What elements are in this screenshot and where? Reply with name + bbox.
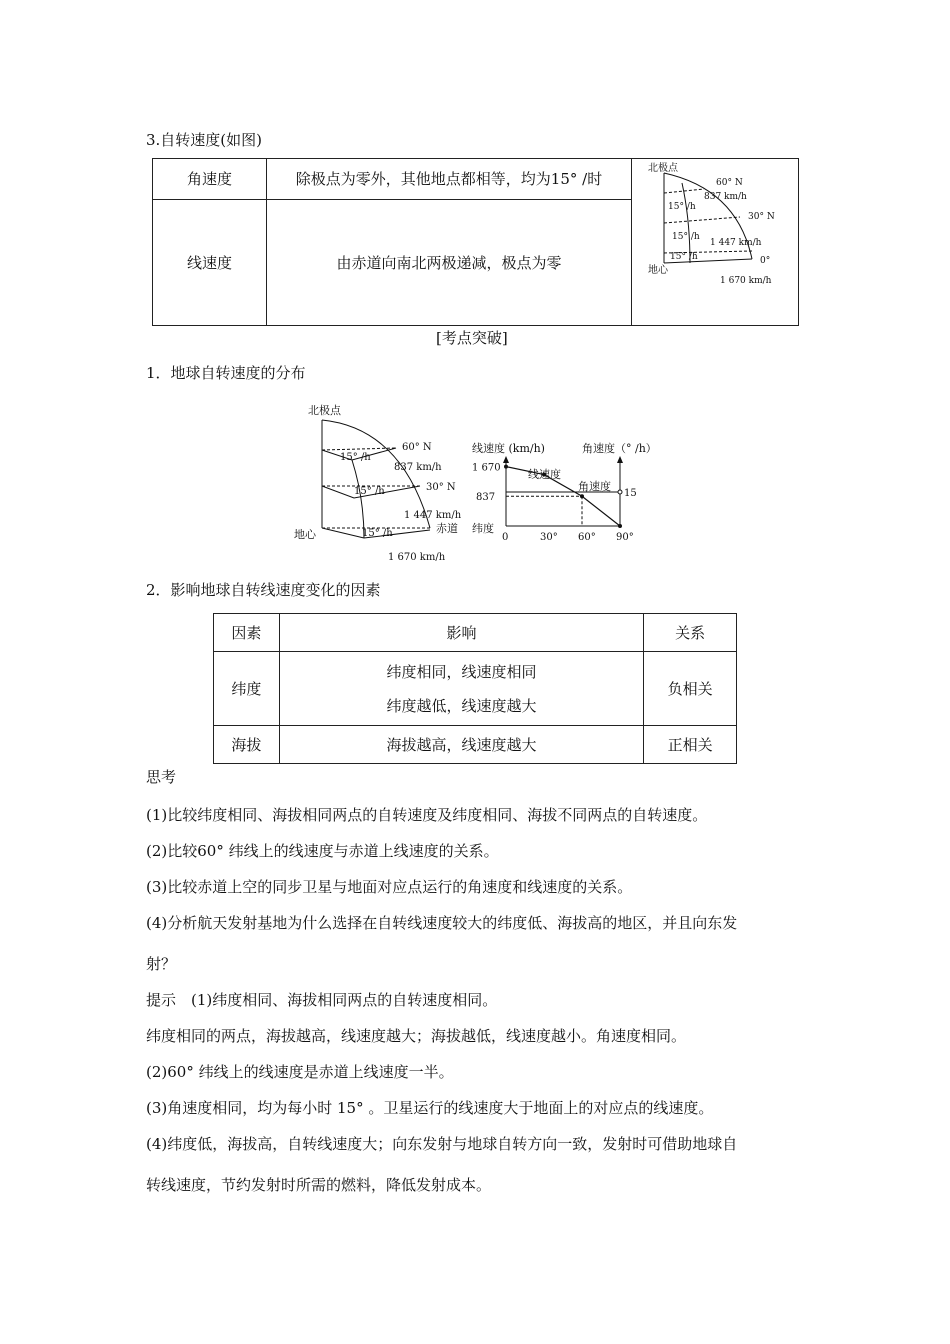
fig-angular-1: 15° /h — [668, 202, 696, 212]
hint-3: (3)角速度相同，均为每小时 15° 。卫星运行的线速度大于地面上的对应点的线速度。 — [146, 1099, 714, 1117]
header-relation: 关系 — [644, 614, 737, 652]
section-3-heading: 3.自转速度(如图) — [146, 131, 263, 149]
y-tick-label-1670: 1 670 — [472, 462, 501, 474]
angular-speed-label: 角速度 — [153, 159, 267, 200]
angular-speed-label: 角速度 — [578, 480, 611, 493]
relation-altitude: 正相关 — [644, 726, 737, 764]
factor-latitude: 纬度 — [214, 652, 280, 726]
hint-4-line-1: (4)纬度低，海拔高，自转线速度大；向东发射与地球自转方向一致，发射时可借助地球自 — [146, 1135, 738, 1153]
part-2-heading: 2．影响地球自转线速度变化的因素 — [146, 581, 381, 599]
question-4-line-2: 射？ — [146, 955, 177, 973]
question-4-line-1: (4)分析航天发射基地为什么选择在自转线速度较大的纬度低、海拔高的地区，并且向东发 — [146, 914, 738, 932]
effect-latitude-line-1: 纬度相同，线速度相同 — [386, 662, 537, 681]
y-tick-label-837: 837 — [476, 492, 496, 504]
y-right-tick-label-15: 15 — [624, 488, 637, 499]
diagram-center: 地心 — [294, 528, 316, 541]
fig-lat-30: 30° N — [748, 212, 775, 222]
breakthrough-title: [考点突破] — [436, 329, 508, 347]
linear-speed-point — [504, 465, 508, 469]
angular-speed-point — [618, 490, 622, 494]
question-2: (2)比较60° 纬线上的线速度与赤道上线速度的关系。 — [146, 842, 499, 860]
linear-speed-label: 线速度 — [528, 468, 561, 481]
chart-x-label: 纬度 — [472, 522, 494, 535]
thinking-title: 思考 — [146, 768, 177, 786]
hint-1-detail: 纬度相同的两点，海拔越高，线速度越大；海拔越低，线速度越小。角速度相同。 — [146, 1027, 687, 1045]
diagram-lat-30: 30° N — [426, 482, 456, 493]
rotation-quarter-sphere — [292, 398, 472, 568]
factor-altitude: 海拔 — [214, 726, 280, 764]
part-1-heading: 1．地球自转速度的分布 — [146, 364, 306, 382]
fig-angular-3: 15° /h — [670, 252, 698, 262]
effect-latitude — [279, 652, 644, 726]
fig-speed-60: 837 km/h — [704, 192, 747, 202]
question-1: (1)比较纬度相同、海拔相同两点的自转速度及纬度相同、海拔不同两点的自转速度。 — [146, 806, 708, 824]
x-tick-label: 0 — [502, 532, 509, 543]
chart-left-axis-arrow — [503, 456, 509, 463]
linear-speed-content: 由赤道向南北两极递减，极点为零 — [267, 199, 632, 325]
relation-latitude: 负相关 — [644, 652, 737, 726]
chart-right-axis-label: 角速度（° /h） — [582, 442, 657, 455]
diagram-angular-60: 15° /h — [340, 452, 371, 463]
fig-angular-2: 15° /h — [672, 232, 700, 242]
diagram-lat-60: 60° N — [402, 442, 432, 453]
question-3: (3)比较赤道上空的同步卫星与地面对应点运行的角速度和线速度的关系。 — [146, 878, 633, 896]
linear-speed-label: 线速度 — [153, 199, 267, 325]
diagram-speed-60: 837 km/h — [394, 462, 442, 473]
factors-table — [213, 613, 737, 764]
linear-speed-point — [618, 524, 622, 528]
fig-center: 地心 — [648, 265, 668, 276]
effect-latitude-line-2: 纬度越低，线速度越大 — [386, 696, 537, 715]
diagram-angular-30: 15° /h — [354, 486, 385, 497]
angular-speed-content: 除极点为零外，其他地点都相等，均为15° /时 — [267, 159, 632, 200]
fig-speed-0: 1 670 km/h — [720, 276, 772, 286]
x-tick-label: 60° — [578, 532, 596, 543]
header-effect: 影响 — [279, 614, 644, 652]
fig-lat-60: 60° N — [716, 178, 743, 188]
diagram-speed-0: 1 670 km/h — [388, 552, 446, 563]
chart-left-axis-label: 线速度 (km/h) — [472, 442, 545, 455]
header-factor: 因素 — [214, 614, 280, 652]
diagram-north-pole: 北极点 — [308, 404, 341, 417]
diagram-speed-30: 1 447 km/h — [404, 510, 462, 521]
chart-right-axis-arrow — [617, 456, 623, 463]
diagram-angular-0: 15° /h — [362, 528, 393, 539]
rotation-speed-figure — [632, 159, 798, 321]
hint-2: (2)60° 纬线上的线速度是赤道上线速度一半。 — [146, 1063, 454, 1081]
effect-altitude: 海拔越高，线速度越大 — [279, 726, 644, 764]
x-tick-label: 90° — [616, 532, 634, 543]
hint-1: 提示 (1)纬度相同、海拔相同两点的自转速度相同。 — [146, 991, 498, 1009]
rotation-speed-chart — [470, 440, 670, 546]
diagram-equator: 赤道 — [436, 522, 458, 535]
hint-4-line-2: 转线速度，节约发射时所需的燃料，降低发射成本。 — [146, 1176, 492, 1194]
x-tick-label: 30° — [540, 532, 558, 543]
rotation-speed-table — [152, 158, 799, 326]
rotation-figure-cell — [632, 159, 799, 326]
fig-lat-0: 0° — [760, 256, 771, 266]
fig-speed-30: 1 447 km/h — [710, 238, 762, 248]
fig-north-pole: 北极点 — [648, 163, 678, 174]
